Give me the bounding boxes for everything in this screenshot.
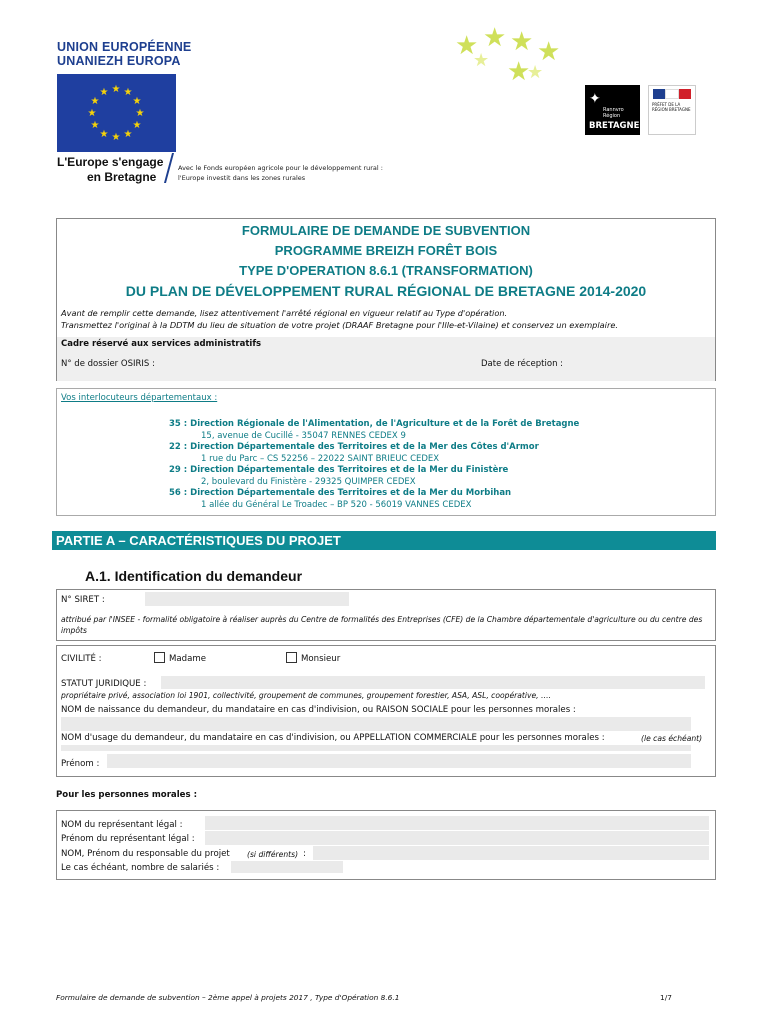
nom-rep-label: NOM du représentant légal : bbox=[61, 820, 183, 830]
contact-addr-29: 2, boulevard du Finistère - 29325 QUIMPER CEDEX bbox=[201, 477, 416, 487]
svg-text:★: ★ bbox=[87, 108, 97, 119]
prenom-rep-label: Prénom du représentant légal : bbox=[61, 834, 195, 844]
contacts-box bbox=[56, 388, 716, 516]
nom-resp-colon: : bbox=[303, 849, 306, 859]
nom-usage-label: NOM d'usage du demandeur, du mandataire en cas d'indivision, ou APPELLATION COMMERCIALE pour les personnes morales : bbox=[61, 733, 605, 743]
contacts-heading[interactable]: Vos interlocuteurs départementaux : bbox=[61, 393, 218, 403]
title-box bbox=[56, 218, 716, 381]
svg-text:★: ★ bbox=[90, 96, 100, 107]
eu-title-br: UNANIEZH EUROPA bbox=[57, 54, 181, 68]
siret-box bbox=[56, 589, 716, 641]
eu-title bbox=[57, 40, 191, 68]
region-logo-line1: Rannvro bbox=[603, 107, 624, 113]
form-title-line3: TYPE D'OPERATION 8.6.1 (TRANSFORMATION) bbox=[239, 263, 533, 278]
contact-addr-35: 15, avenue de Cucillé - 35047 RENNES CEDEX 9 bbox=[201, 431, 406, 441]
svg-text:★: ★ bbox=[537, 37, 561, 67]
nom-naissance-input[interactable] bbox=[61, 717, 691, 731]
contact-addr-56: 1 allée du Général Le Troadec – BP 520 - 56019 VANNES CEDEX bbox=[201, 500, 472, 510]
madame-label: Madame bbox=[169, 654, 207, 664]
contact-dir-22: 22 : Direction Départementale des Territoires et de la Mer des Côtes d'Armor bbox=[169, 442, 539, 452]
region-bretagne-logo bbox=[585, 85, 640, 135]
admin-label: Cadre réservé aux services administratifs bbox=[61, 339, 262, 349]
feader-line1: Avec le Fonds européen agricole pour le développement rural : bbox=[178, 164, 383, 172]
svg-text:★: ★ bbox=[99, 87, 109, 98]
republique-francaise-logo bbox=[648, 85, 696, 135]
form-title-line4: DU PLAN DE DÉVELOPPEMENT RURAL RÉGIONAL DE BRETAGNE 2014-2020 bbox=[125, 283, 647, 299]
page-number: 1/7 bbox=[660, 993, 672, 1002]
contact-dir-35: 35 : Direction Régionale de l'Alimentation, de l'Agriculture et de la Forêt de Bretagne bbox=[169, 419, 580, 429]
reception-label: Date de réception : bbox=[481, 359, 564, 369]
personnes-morales-heading: Pour les personnes morales : bbox=[56, 790, 198, 800]
nom-resp-label: NOM, Prénom du responsable du projet bbox=[61, 849, 230, 859]
eu-flag-icon bbox=[57, 74, 176, 152]
contact-addr-22: 1 rue du Parc – CS 52256 – 22022 SAINT BRIEUC CEDEX bbox=[201, 454, 440, 464]
salaries-label: Le cas échéant, nombre de salariés : bbox=[61, 863, 220, 873]
svg-text:★: ★ bbox=[510, 27, 534, 57]
svg-text:★: ★ bbox=[111, 84, 121, 95]
svg-text:★: ★ bbox=[132, 96, 142, 107]
svg-text:★: ★ bbox=[90, 120, 100, 131]
eu-title-fr: UNION EUROPÉENNE bbox=[57, 40, 192, 54]
svg-text:★: ★ bbox=[132, 120, 142, 131]
svg-text:★: ★ bbox=[527, 62, 544, 83]
admin-reserved-area bbox=[57, 337, 715, 381]
svg-text:★: ★ bbox=[135, 108, 145, 119]
section-a1-title: A.1. Identification du demandeur bbox=[85, 568, 303, 584]
svg-text:★: ★ bbox=[455, 31, 479, 61]
contact-dir-29: 29 : Direction Départementale des Territoires et de la Mer du Finistère bbox=[169, 465, 509, 475]
moral-persons-box bbox=[56, 810, 716, 880]
statut-input[interactable] bbox=[161, 676, 705, 689]
prenom-rep-input[interactable] bbox=[205, 831, 709, 845]
prenom-input[interactable] bbox=[107, 754, 691, 768]
svg-text:★: ★ bbox=[99, 129, 109, 140]
statut-label: STATUT JURIDIQUE : bbox=[61, 679, 147, 689]
nom-usage-note: (le cas échéant) bbox=[641, 734, 703, 743]
identity-box bbox=[56, 645, 716, 777]
form-title-line2: PROGRAMME BREIZH FORÊT BOIS bbox=[274, 243, 498, 258]
svg-text:★: ★ bbox=[123, 87, 133, 98]
nom-usage-input[interactable] bbox=[61, 745, 691, 751]
osiris-label: N° de dossier OSIRIS : bbox=[61, 359, 155, 369]
siret-note: attribué par l'INSEE - formalité obligatoire à réaliser auprès du Centre de formalités des Entreprises (CFE) de la Chambre départementale d'agriculture ou du centre des impôts bbox=[61, 615, 703, 635]
footer-text: Formulaire de demande de subvention – 2ème appel à projets 2017 , Type d'Opération 8.6.1 bbox=[56, 993, 400, 1002]
intro-line2: Transmettez l'original à la DDTM du lieu de situation de votre projet (DRAAF Bretagne pour l'Ille-et-Vilaine) et conservez un exemplaire. bbox=[61, 320, 618, 330]
region-logo-line2: Région bbox=[603, 113, 621, 119]
intro-line1: Avant de remplir cette demande, lisez attentivement l'arrêté régional en vigueur relatif au Type d'opération. bbox=[61, 308, 508, 318]
monsieur-checkbox[interactable] bbox=[286, 652, 297, 663]
monsieur-label: Monsieur bbox=[301, 654, 341, 664]
madame-checkbox[interactable] bbox=[154, 652, 165, 663]
svg-text:★: ★ bbox=[507, 57, 531, 87]
nom-resp-note: (si différents) bbox=[247, 850, 299, 859]
nom-resp-input[interactable] bbox=[313, 846, 709, 860]
tagline-divider bbox=[164, 153, 174, 183]
feader-line2: l'Europe investit dans les zones rurales bbox=[178, 174, 306, 182]
civilite-label: CIVILITÉ : bbox=[61, 654, 102, 664]
statut-note: propriétaire privé, association loi 1901, collectivité, groupement de communes, groupement forestier, ASA, ASL, coopérative, …. bbox=[61, 691, 551, 700]
french-flag-icon bbox=[653, 89, 691, 99]
svg-text:★: ★ bbox=[123, 129, 133, 140]
siret-input[interactable] bbox=[145, 592, 349, 606]
contact-dir-56: 56 : Direction Départementale des Territoires et de la Mer du Morbihan bbox=[169, 488, 512, 498]
form-title-line1: FORMULAIRE DE DEMANDE DE SUBVENTION bbox=[241, 223, 531, 238]
salaries-input[interactable] bbox=[231, 861, 343, 873]
ermine-icon: ✦ bbox=[589, 91, 601, 107]
republic-logo-text: PRÉFET DE LA RÉGION BRETAGNE bbox=[652, 102, 691, 112]
part-a-header: PARTIE A – CARACTÉRISTIQUES DU PROJET bbox=[52, 531, 716, 550]
svg-text:★: ★ bbox=[483, 23, 507, 53]
siret-label: N° SIRET : bbox=[61, 595, 105, 605]
prenom-label: Prénom : bbox=[61, 759, 100, 769]
tagline-line1: L'Europe s'engage bbox=[57, 155, 164, 169]
stars-logo-icon bbox=[455, 20, 575, 90]
region-logo-line3: BRETAGNE bbox=[589, 121, 640, 131]
svg-text:★: ★ bbox=[111, 132, 121, 143]
svg-text:★: ★ bbox=[473, 50, 490, 71]
tagline-line2: en Bretagne bbox=[87, 170, 157, 184]
nom-naissance-label: NOM de naissance du demandeur, du mandataire en cas d'indivision, ou RAISON SOCIALE pour les personnes morales : bbox=[61, 705, 576, 715]
feader-text bbox=[178, 163, 383, 183]
eu-tagline bbox=[57, 155, 163, 185]
nom-rep-input[interactable] bbox=[205, 816, 709, 830]
